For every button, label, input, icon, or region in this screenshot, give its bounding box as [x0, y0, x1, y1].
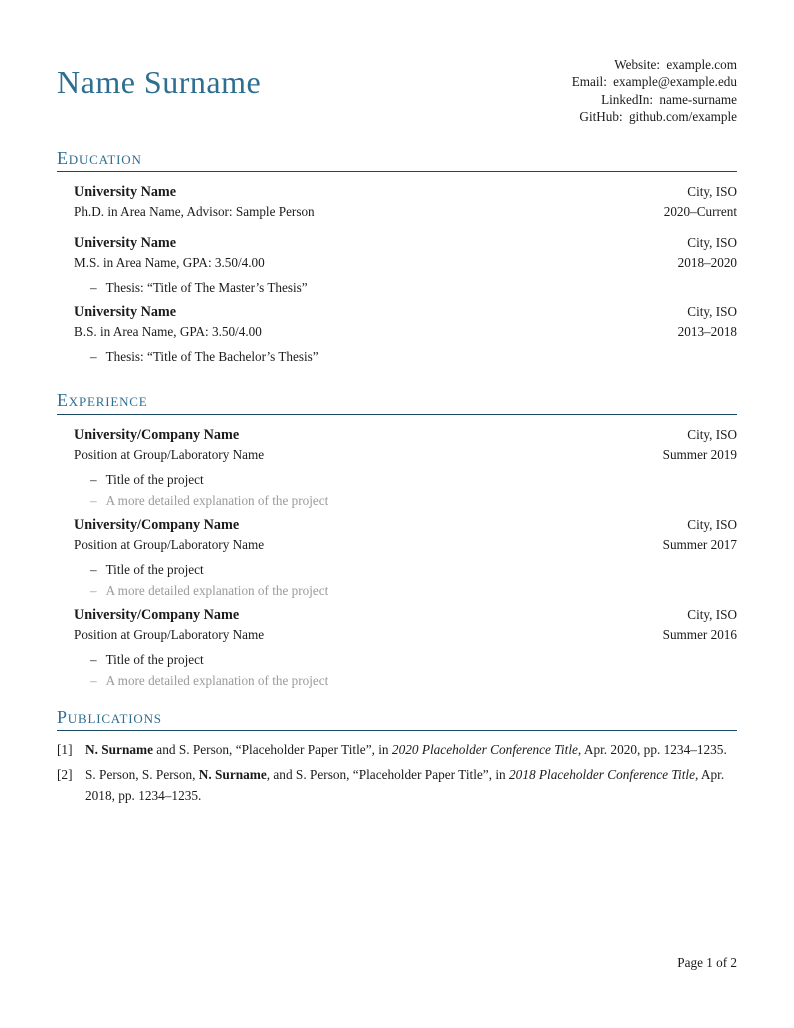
dash-icon: –: [90, 471, 97, 487]
bullet-text: Thesis: “Title of The Master’s Thesis”: [105, 280, 308, 296]
education-entry-phd: [74, 182, 737, 221]
entry-dates: Summer 2016: [662, 626, 737, 642]
entry-bullets: [90, 560, 737, 600]
entry-subtitle: M.S. in Area Name, GPA: 3.50/4.00: [74, 255, 265, 271]
pub-venue: 2020 Placeholder Conference Title: [391, 742, 578, 758]
bullet-item-muted: [90, 581, 737, 600]
entry-title: University/Company Name: [74, 426, 240, 443]
entry-dates: 2013–2018: [677, 324, 737, 340]
entry-title-row: [74, 233, 737, 253]
bullet-text: A more detailed explanation of the project: [105, 672, 329, 688]
pub-text-segment: , and S. Person, “Placeholder Paper Title”, in: [266, 766, 510, 782]
pub-text-segment: S. Person, S. Person,: [85, 766, 199, 782]
contact-github-label: GitHub:: [579, 109, 623, 125]
entry-title-row: [74, 605, 737, 625]
dash-icon: –: [90, 672, 97, 688]
bullet-item-muted: [90, 671, 737, 690]
entry-sub-row: [74, 625, 737, 644]
entry-dates: 2018–2020: [677, 255, 737, 271]
entry-dates: Summer 2019: [662, 446, 737, 462]
entry-sub-row: [74, 535, 737, 554]
entry-subtitle: B.S. in Area Name, GPA: 3.50/4.00: [74, 324, 262, 340]
publication-marker: [1]: [57, 742, 73, 758]
experience-entry-2016: [74, 605, 737, 690]
bullet-text: Thesis: “Title of The Bachelor’s Thesis”: [105, 349, 319, 365]
publication-item-1: [57, 739, 737, 761]
bullet-item-muted: [90, 491, 737, 510]
publications-heading: Publications: [57, 707, 737, 732]
entry-subtitle: Position at Group/Laboratory Name: [74, 536, 265, 552]
entry-sub-row: [74, 445, 737, 464]
entry-bullets: [90, 470, 737, 510]
entry-bullets: [90, 278, 737, 297]
person-name: Name Surname: [57, 64, 262, 100]
entry-dates: Summer 2017: [662, 536, 737, 552]
contact-website-value: example.com: [666, 57, 737, 72]
experience-entry-2019: [74, 425, 737, 510]
bullet-text: Title of the project: [105, 471, 204, 487]
contact-website: [572, 56, 737, 73]
section-education: [57, 148, 737, 372]
bullet-item: [90, 560, 737, 579]
entry-location: City, ISO: [687, 184, 737, 200]
pub-text-segment: and S. Person, “Placeholder Paper Title”, in: [152, 742, 392, 758]
entry-title: University/Company Name: [74, 606, 240, 623]
publication-marker: [2]: [57, 766, 73, 782]
pub-venue: 2018 Placeholder Conference Title: [509, 766, 696, 782]
entry-subtitle: Ph.D. in Area Name, Advisor: Sample Person: [74, 204, 315, 220]
dash-icon: –: [90, 561, 97, 577]
bullet-item: [90, 278, 737, 297]
contact-linkedin: [572, 91, 737, 108]
entry-title: University Name: [74, 304, 177, 321]
entry-title-row: [74, 302, 737, 322]
contact-website-label: Website:: [614, 57, 661, 72]
bullet-text: Title of the project: [105, 651, 204, 667]
pub-author-highlight: N. Surname: [198, 766, 267, 782]
entry-subtitle: Position at Group/Laboratory Name: [74, 446, 265, 462]
dash-icon: –: [90, 582, 97, 598]
bullet-item: [90, 470, 737, 489]
entry-sub-row: [74, 322, 737, 341]
contact-github: [572, 108, 737, 125]
entry-location: City, ISO: [687, 304, 737, 320]
contact-email: [572, 73, 737, 90]
entry-title: University Name: [74, 184, 177, 201]
entry-location: City, ISO: [687, 426, 737, 442]
contact-linkedin-label: LinkedIn:: [601, 91, 654, 107]
entry-location: City, ISO: [687, 516, 737, 532]
entry-title-row: [74, 425, 737, 445]
education-heading: Education: [57, 148, 737, 173]
experience-entries: [74, 425, 737, 695]
dash-icon: –: [90, 349, 97, 365]
entry-sub-row: [74, 253, 737, 272]
contact-block: [572, 56, 737, 126]
bullet-text: A more detailed explanation of the project: [105, 582, 329, 598]
entry-title-row: [74, 182, 737, 202]
entry-bullets: [90, 650, 737, 690]
header: [57, 55, 737, 126]
entry-title-row: [74, 515, 737, 535]
bullet-text: A more detailed explanation of the project: [105, 492, 329, 508]
publication-list: [57, 739, 737, 807]
pub-author-highlight: N. Surname: [85, 742, 153, 758]
contact-github-value: github.com/example: [628, 109, 737, 125]
education-entry-bs: [74, 302, 737, 366]
bullet-text: Title of the project: [105, 561, 204, 577]
entry-location: City, ISO: [687, 606, 737, 622]
pub-text-segment: , Apr. 2018, pp. 1234–1235.: [85, 766, 725, 804]
experience-entry-2017: [74, 515, 737, 600]
contact-email-value: example@example.edu: [613, 74, 737, 90]
section-experience: [57, 390, 737, 695]
publication-text: [85, 764, 737, 807]
publication-text: [85, 739, 737, 761]
entry-sub-row: [74, 202, 737, 221]
dash-icon: –: [90, 651, 97, 667]
entry-subtitle: Position at Group/Laboratory Name: [74, 626, 265, 642]
pub-text-segment: , Apr. 2020, pp. 1234–1235.: [577, 742, 727, 758]
contact-linkedin-value: name-surname: [659, 91, 737, 107]
education-entry-ms: [74, 233, 737, 297]
contact-email-label: Email:: [571, 74, 607, 90]
entry-bullets: [90, 347, 737, 366]
dash-icon: –: [90, 492, 97, 508]
entry-location: City, ISO: [687, 235, 737, 251]
education-entries: [74, 182, 737, 371]
entry-dates: 2020–Current: [663, 204, 737, 220]
page-number: Page 1 of 2: [677, 955, 737, 970]
experience-heading: Experience: [57, 390, 737, 415]
bullet-item: [90, 650, 737, 669]
dash-icon: –: [90, 280, 97, 296]
section-publications: [57, 707, 737, 810]
entry-title: University/Company Name: [74, 516, 240, 533]
publication-item-2: [57, 764, 737, 807]
bullet-item: [90, 347, 737, 366]
entry-title: University Name: [74, 235, 177, 252]
